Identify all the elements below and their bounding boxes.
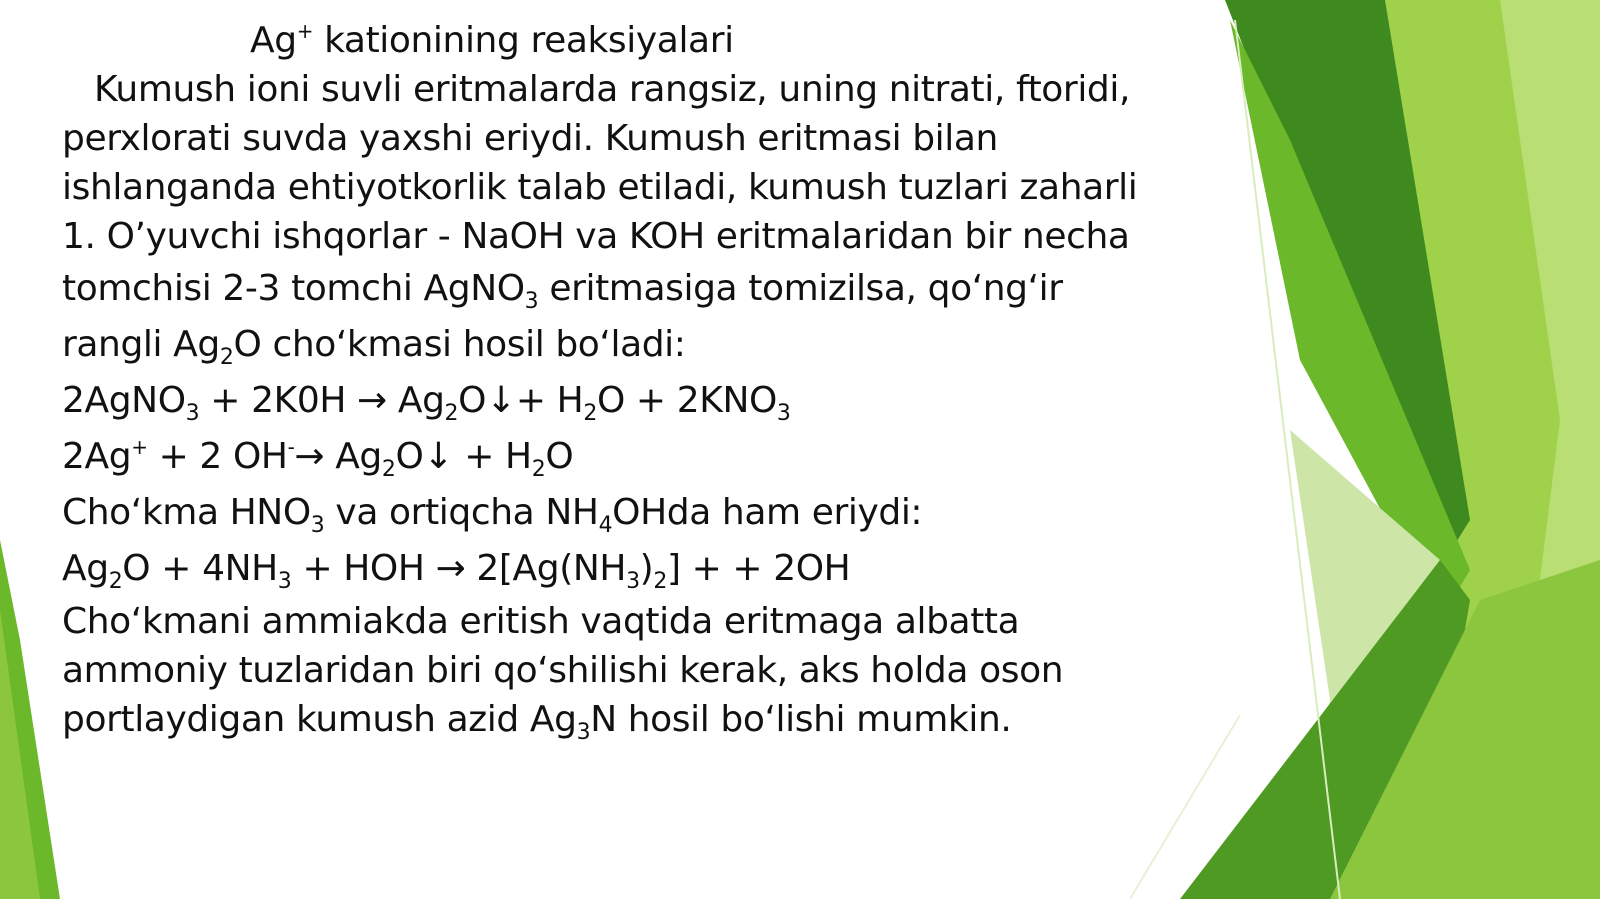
paragraph-line: tomchisi 2-3 tomchi AgNO$_3$ eritmasiga tomizilsa, qo‘ng‘ir xyxy=(62,268,1063,314)
paragraph-line: ishlanganda ehtiyotkorlik talab etiladi, kumush tuzlari zaharli xyxy=(62,167,1138,208)
reaction-equation-2: 2Ag+ + 2 $OH^-\to Ag_2O↓ + H_2O$ xyxy=(62,435,574,482)
paragraph-line: ammoniy tuzlaridan biri qo‘shilishi kerak, aks holda oson xyxy=(62,650,1064,691)
paragraph-line: Cho‘kma $HNO_3$ va ortiqcha $NH_4OHda$ ham eriydi: xyxy=(62,492,923,538)
paragraph-line: Cho‘kmani ammiakda eritish vaqtida eritmaga albatta xyxy=(62,601,1020,642)
paragraph-line: perxlorati suvda yaxshi eriydi. Kumush eritmasi bilan xyxy=(62,118,998,159)
paragraph-line: 1. O’yuvchi ishqorlar - NaOH va KOH eritmalaridan bir necha xyxy=(62,216,1130,257)
reaction-equation-3: $Ag_2O + 4NH_3$ + HOH → $2[Ag(NH_3)_2]$ + + 2OH xyxy=(62,548,851,594)
paragraph-line: Kumush ioni suvli eritmalarda rangsiz, uning nitrati, ftoridi, xyxy=(94,69,1131,110)
slide-title: Ag+ kationining reaksiyalari xyxy=(250,19,734,61)
paragraph-line: portlaydigan kumush azid $Ag_3N$ hosil bo‘lishi mumkin. xyxy=(62,699,1012,745)
paragraph-line: rangli $Ag_2O$ cho‘kmasi hosil bo‘ladi: xyxy=(62,324,686,370)
slide-content xyxy=(62,16,1262,744)
reaction-equation-1: 2AgNO$_3$ + $2K0H \to Ag_2O↓+ H_2O + 2KNO_3$ xyxy=(62,380,791,426)
